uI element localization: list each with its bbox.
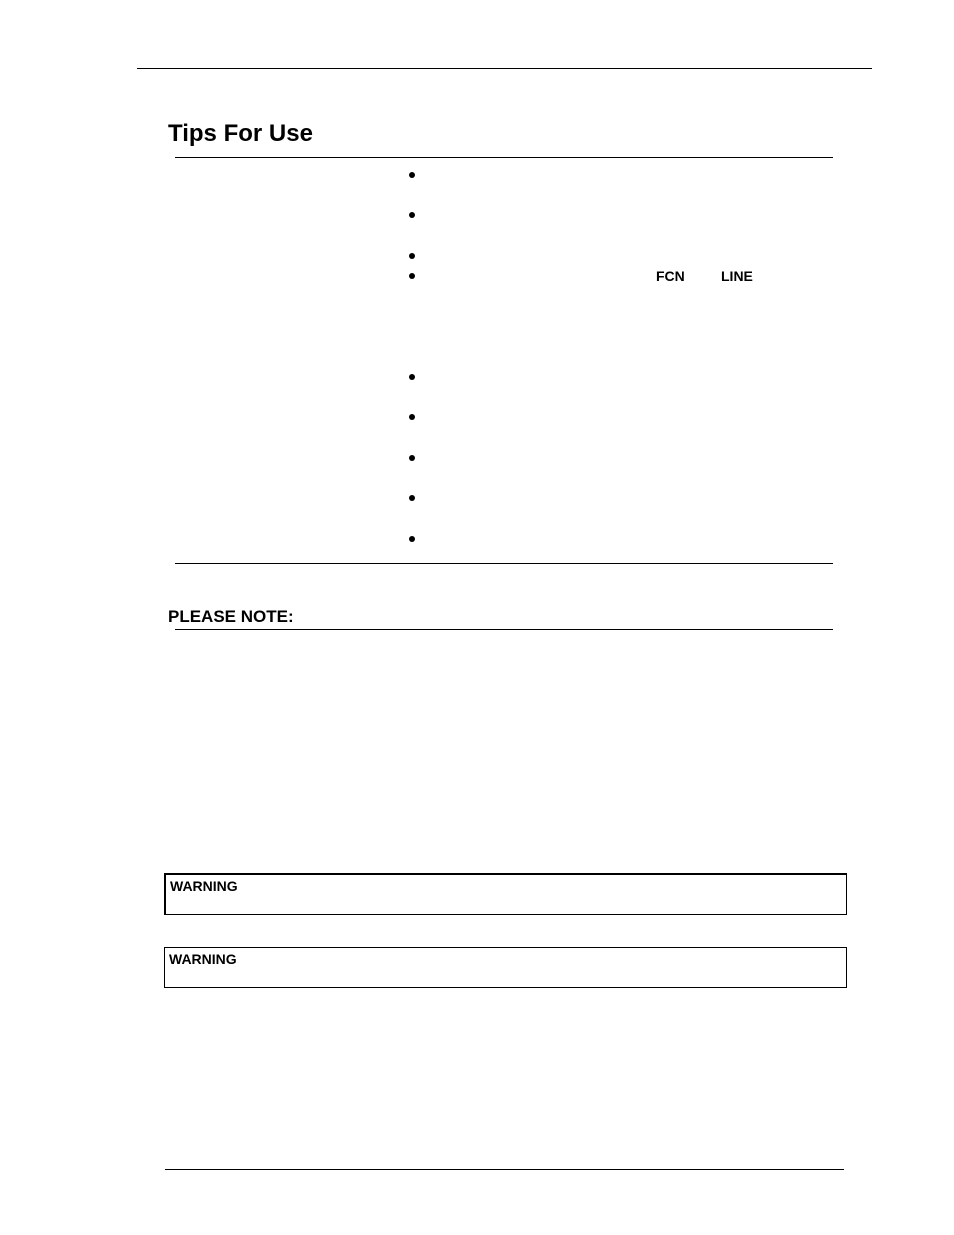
warning-label: WARNING xyxy=(170,878,238,894)
list-bullet xyxy=(409,374,415,380)
section-title: Tips For Use xyxy=(168,120,313,147)
list-bullet xyxy=(409,273,415,279)
list-bullet xyxy=(409,212,415,218)
footer-rule xyxy=(165,1169,844,1170)
warning-box xyxy=(164,873,847,915)
list-bullet xyxy=(409,536,415,542)
key-label-fcn: FCN xyxy=(656,268,685,284)
list-bullet xyxy=(409,253,415,259)
note-heading-rule xyxy=(175,629,833,630)
header-rule xyxy=(137,68,872,69)
list-bullet xyxy=(409,172,415,178)
warning-box xyxy=(164,947,847,988)
list-bullet xyxy=(409,414,415,420)
section-title-rule xyxy=(175,157,833,158)
key-label-line: LINE xyxy=(721,268,753,284)
warning-label: WARNING xyxy=(169,951,237,967)
list-bullet xyxy=(409,495,415,501)
section-bottom-rule xyxy=(175,563,833,564)
note-heading: PLEASE NOTE: xyxy=(168,607,294,626)
list-bullet xyxy=(409,455,415,461)
